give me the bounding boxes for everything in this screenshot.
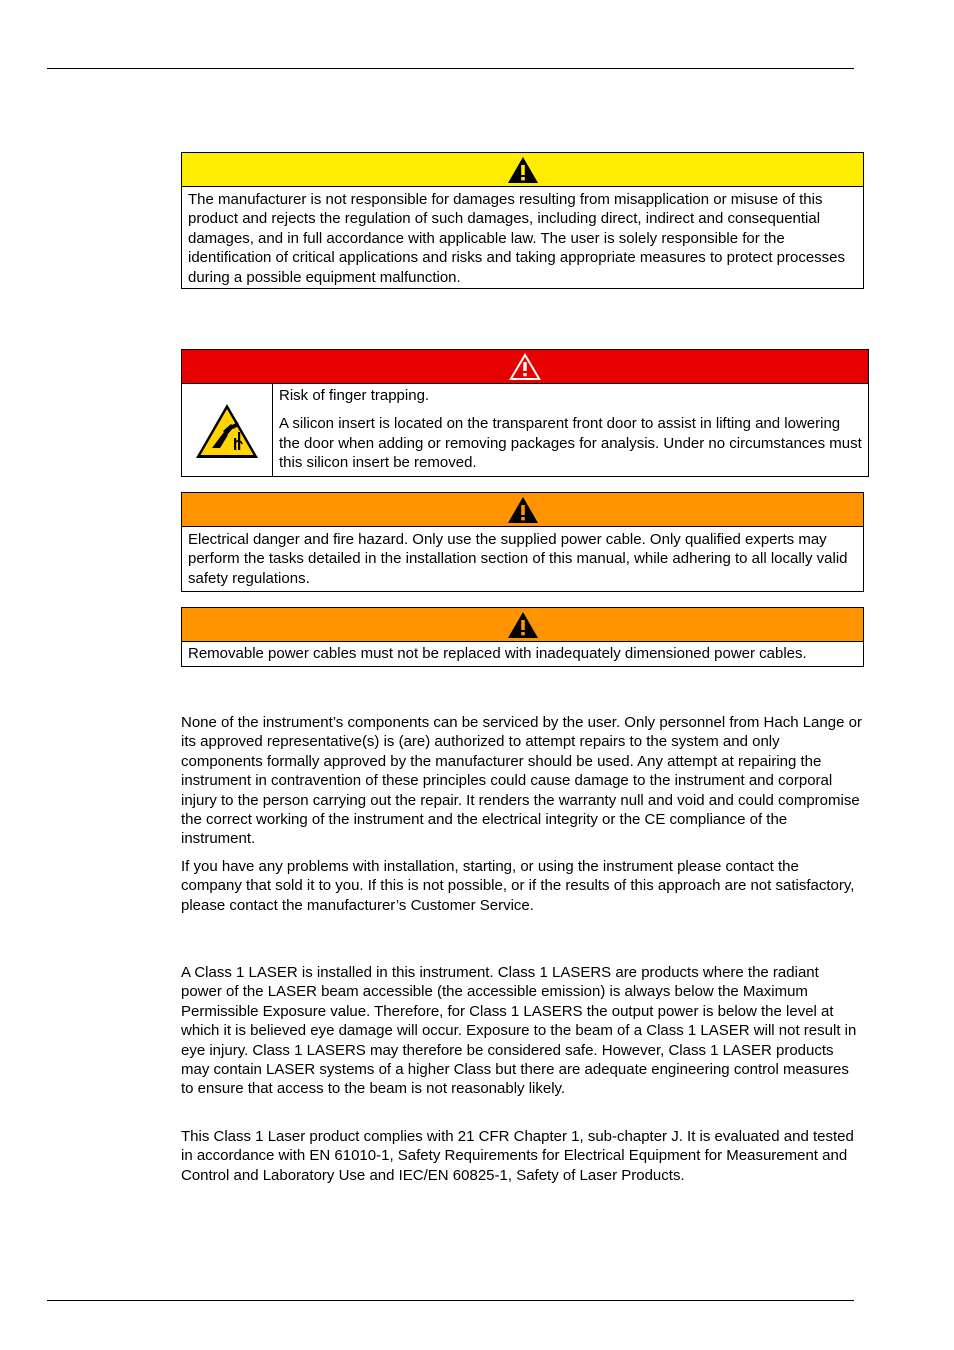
warning-triangle-icon xyxy=(508,352,542,381)
finger-trapping-icon-cell xyxy=(182,384,273,477)
footer-rule xyxy=(47,1300,854,1301)
warning-triangle-icon xyxy=(507,611,539,639)
notice-header-1 xyxy=(182,153,863,187)
notice-2-text: A silicon insert is located on the transparent front door to assist in lifting and lowering the door when adding or removing packages for analysis. Under no circumstances must this silicon insert be removed. xyxy=(279,415,862,472)
notice-box-3 xyxy=(181,492,864,592)
notice-2-title: Risk of finger trapping. xyxy=(279,387,430,404)
header-rule xyxy=(47,68,854,69)
warning-triangle-icon xyxy=(507,496,539,524)
service-paragraph-2: If you have any problems with installation, starting, or using the instrument please contact the company that sold it to you. If this is not possible, or if the results of this approach are not satisfactory, please contact the manufacturer’s Customer Service. xyxy=(181,858,855,914)
finger-trapping-hazard-icon xyxy=(194,402,260,460)
notice-box-2 xyxy=(181,349,869,477)
warning-triangle-icon xyxy=(507,156,539,184)
notice-header-4 xyxy=(182,608,863,642)
notice-header-3 xyxy=(182,493,863,527)
laser-paragraph-2: This Class 1 Laser product complies with 21 CFR Chapter 1, sub-chapter J. It is evaluated and tested in accordance with EN 61010-1, Safety Requirements for Electrical Equipment for Measurement and Control and Laboratory Use and IEC/EN 60825-1, Safety of Laser Products. xyxy=(181,1128,854,1184)
notice-text-3: Electrical danger and fire hazard. Only use the supplied power cable. Only qualified experts may perform the tasks detailed in the installation section of this manual, while adhering to all locally valid safety regulations. xyxy=(188,531,848,587)
notice-box-1 xyxy=(181,152,864,289)
laser-paragraph-1: A Class 1 LASER is installed in this instrument. Class 1 LASERS are products where the radiant power of the LASER beam accessible (the accessible emission) is always below the Maximum Permissible Exposure value. Therefore, for Class 1 LASERS the output power is below the level at which it is believed eye damage will occur. Exposure to the beam of a Class 1 LASER will not result in eye injury. Class 1 LASERS may therefore be considered safe. However, Class 1 LASER products may contain LASER systems of a higher Class but there are adequate engineering control measures to ensure that access to the beam is not reasonably likely. xyxy=(181,964,857,1098)
service-paragraph-1: None of the instrument’s components can be serviced by the user. Only personnel from Hach Lange or its approved representative(s) is (are) authorized to attempt repairs to the system and only components formally approved by the manufacturer should be used. Any attempt at repairing the instrument in contravention of these principles could cause damage to the instrument and corporal injury to the person carrying out the repair. It renders the warranty null and void and could compromise the correct working of the instrument and the electrical integrity or the CE compliance of the instrument. xyxy=(181,714,862,848)
notice-header-2 xyxy=(182,350,868,384)
notice-text-4: Removable power cables must not be replaced with inadequately dimensioned power cables. xyxy=(188,645,807,662)
notice-text-1: The manufacturer is not responsible for damages resulting from misapplication or misuse of this product and rejects the regulation of such damages, including direct, indirect and consequential damages, and in full accordance with applicable law. The user is solely responsible for the identification of critical applications and risks and taking appropriate measures to protect processes during a possible equipment malfunction. xyxy=(188,191,846,286)
notice-box-4 xyxy=(181,607,864,667)
